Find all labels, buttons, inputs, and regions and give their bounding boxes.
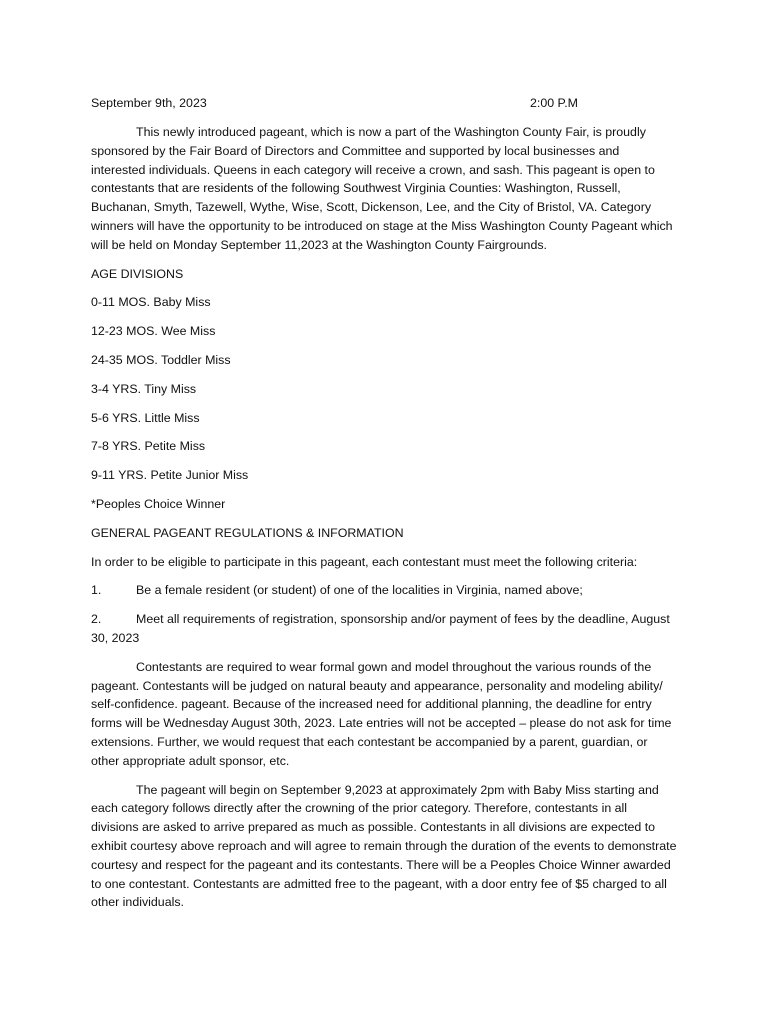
criteria-number: 1. [91, 583, 102, 598]
age-division-item: 3-4 YRS. Tiny Miss [91, 381, 197, 396]
criteria-item-2 [91, 610, 677, 648]
age-division-item: 9-11 YRS. Petite Junior Miss [91, 468, 249, 483]
age-division-item: 12-23 MOS. Wee Miss [91, 324, 216, 339]
criteria-item-1 [91, 581, 677, 600]
gown-paragraph: Contestants are required to wear formal gown and model throughout the various rounds of the pageant. Contestants will be judged on natural beauty and appearance, personality and modeling ability/ self-confidence. pageant. Because of the increased need for additional planning, the deadline for entry forms will be Wednesday August 30th, 2023. Late entries will not be accepted – please do not ask for time extensions. Further, we would request that each contestant be accompanied by a parent, guardian, or other appropriate adult sponsor, etc. [91, 659, 672, 768]
age-division-item: 0-11 MOS. Baby Miss [91, 295, 211, 310]
schedule-paragraph: The pageant will begin on September 9,2023 at approximately 2pm with Baby Miss starting and each category follows directly after the crowning of the prior category. Therefore, contestants in all divisions are asked to arrive prepared as much as possible. Contestants in all divisions are expected to exhibit courtesy above reproach and will agree to remain through the duration of the events to demonstrate courtesy and respect for the pageant and its contestants. There will be a Peoples Choice Winner awarded to one contestant. Contestants are admitted free to the pageant, with a door entry fee of $5 charged to all other individuals. [91, 782, 677, 910]
criteria-text: Meet all requirements of registration, sponsorship and/or payment of fees by the deadline, August 30, 2023 [91, 612, 670, 645]
intro-paragraph: This newly introduced pageant, which is now a part of the Washington County Fair, is proudly sponsored by the Fair Board of Directors and Committee and supported by local businesses and interested individuals. Queens in each category will receive a crown, and sash. This pageant is open to contestants that are residents of the following Southwest Virginia Counties: Washington, Russell, Buchanan, Smyth, Tazewell, Wythe, Wise, Scott, Dickenson, Lee, and the City of Bristol, VA. Category winners will have the opportunity to be introduced on stage at the Miss Washington County Pageant which will be held on Monday September 11,2023 at the Washington County Fairgrounds. [91, 125, 673, 252]
age-division-item: *Peoples Choice Winner [91, 496, 226, 511]
regulations-heading: GENERAL PAGEANT REGULATIONS & INFORMATION [91, 525, 404, 540]
document-body [91, 94, 677, 922]
criteria-intro: In order to be eligible to participate in this pageant, each contestant must meet the following criteria: [91, 554, 638, 569]
event-date: September 9th, 2023 [91, 96, 207, 110]
criteria-text: Be a female resident (or student) of one of the localities in Virginia, named above; [136, 583, 583, 598]
age-divisions-heading: AGE DIVISIONS [91, 266, 184, 281]
criteria-number: 2. [91, 612, 102, 627]
age-division-item: 7-8 YRS. Petite Miss [91, 439, 206, 454]
event-time: 2:00 P.M [530, 96, 578, 110]
age-division-item: 24-35 MOS. Toddler Miss [91, 352, 231, 367]
age-division-item: 5-6 YRS. Little Miss [91, 410, 200, 425]
dateline [91, 94, 677, 113]
